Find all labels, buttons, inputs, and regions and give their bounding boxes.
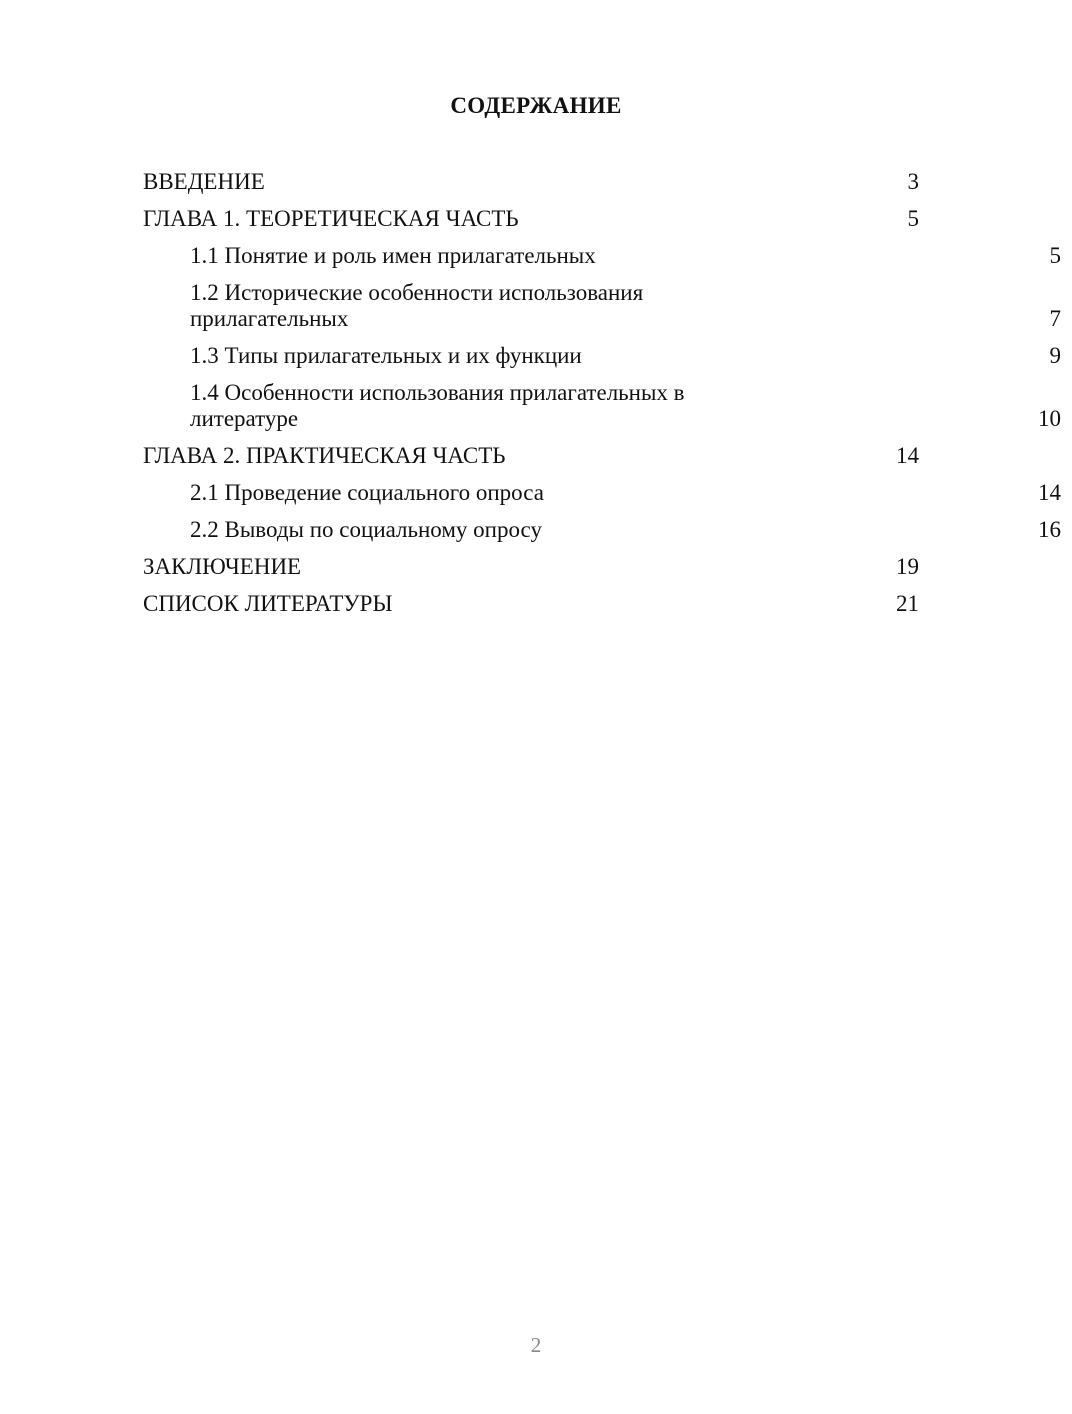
toc-entry-label: ВВЕДЕНИЕ	[143, 169, 265, 194]
toc-entry-label: 2.1 Проведение социального опроса	[190, 480, 544, 505]
toc-entry-page: 3	[907, 169, 919, 194]
toc-entry-label: СПИСОК ЛИТЕРАТУРЫ	[143, 591, 393, 616]
toc-entry-chapter-2	[143, 443, 919, 469]
toc-entry-references	[143, 591, 919, 617]
toc-entry-page: 14	[1038, 480, 1061, 505]
toc-entry-label: 2.2 Выводы по социальному опросу	[190, 517, 542, 542]
toc-entry-label: 1.4 Особенности использования прилагательных в литературе	[190, 380, 685, 431]
toc-entry-page: 7	[1049, 306, 1061, 331]
toc-entry-section-2-2	[143, 517, 1061, 543]
toc-entry-page: 21	[896, 591, 919, 616]
toc-entry-label: ЗАКЛЮЧЕНИЕ	[143, 554, 302, 579]
toc-entry-section-2-1	[143, 480, 1061, 506]
toc-entry-page: 9	[1049, 343, 1061, 368]
toc-entry-page: 5	[1049, 243, 1061, 268]
toc-entry-label: 1.1 Понятие и роль имен прилагательных	[190, 243, 596, 268]
toc-entry-label: ГЛАВА 1. ТЕОРЕТИЧЕСКАЯ ЧАСТЬ	[143, 206, 519, 231]
toc-entry-label: ГЛАВА 2. ПРАКТИЧЕСКАЯ ЧАСТЬ	[143, 443, 506, 468]
toc-entry-introduction	[143, 169, 919, 195]
toc-entry-chapter-1	[143, 206, 919, 232]
toc-entry-section-1-2	[143, 280, 1061, 332]
toc-entry-page: 14	[896, 443, 919, 468]
page-number: 2	[530, 1333, 542, 1357]
toc-entry-label: 1.2 Исторические особенности использования прилагательных	[190, 280, 644, 331]
toc-entry-section-1-3	[143, 343, 1061, 369]
toc-entry-conclusion	[143, 554, 919, 580]
toc-entry-page: 10	[1038, 406, 1061, 431]
toc-entry-label: 1.3 Типы прилагательных и их функции	[190, 343, 582, 368]
toc-entry-page: 5	[907, 206, 919, 231]
toc-entry-section-1-1	[143, 243, 1061, 269]
toc-entry-page: 16	[1038, 517, 1061, 542]
page-title: СОДЕРЖАНИЕ	[450, 93, 622, 118]
toc-entry-page: 19	[896, 554, 919, 579]
toc-entry-section-1-4	[143, 380, 1061, 432]
table-of-contents	[143, 169, 1061, 628]
